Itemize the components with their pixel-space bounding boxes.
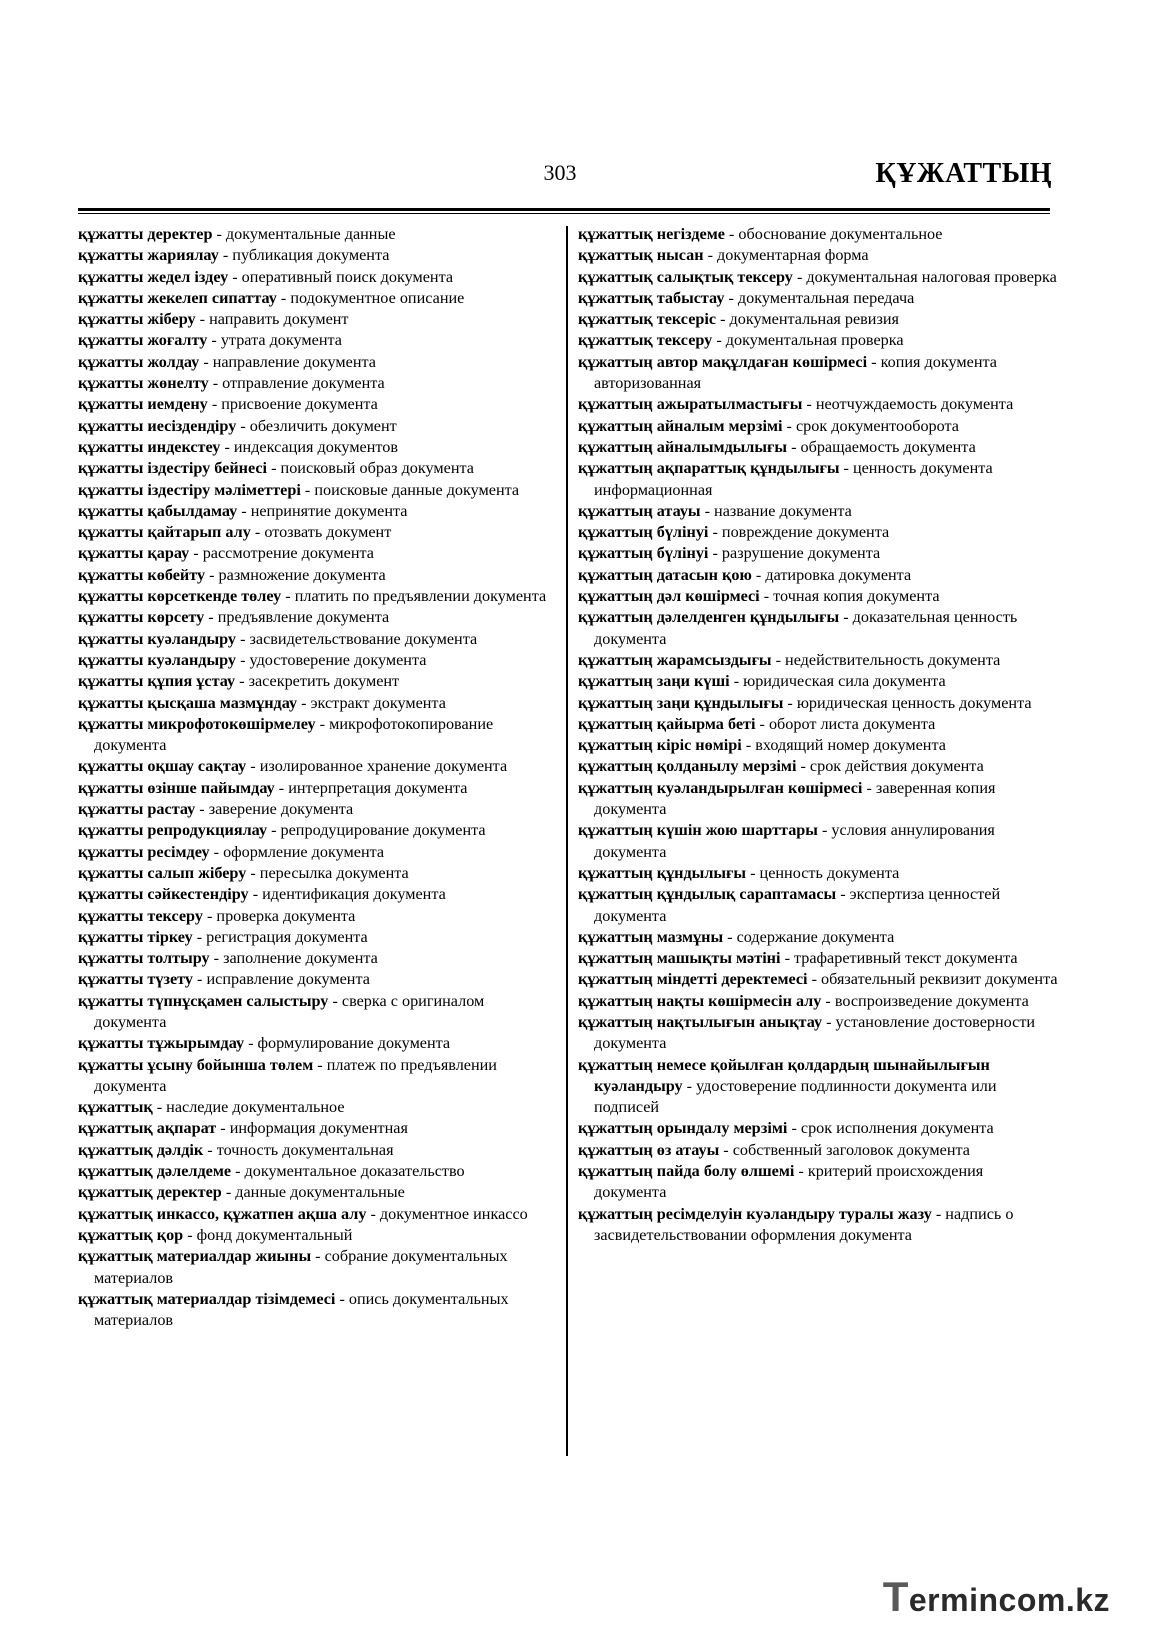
entry-definition: - опись документальных материалов <box>94 1289 509 1330</box>
dictionary-entry <box>578 991 1058 1012</box>
entry-term: құжаттың ақпараттық құндылығы <box>578 459 840 478</box>
dictionary-entry <box>78 565 548 586</box>
dictionary-entry <box>578 267 1058 288</box>
dictionary-entry <box>578 969 1058 990</box>
dictionary-entry <box>78 330 548 351</box>
entry-term: құжатты қарау <box>78 544 190 563</box>
dictionary-entry <box>578 245 1058 266</box>
entry-term: құжаттың бүлінуі <box>578 523 709 542</box>
dictionary-entry <box>578 884 1058 927</box>
dictionary-entry <box>78 394 548 415</box>
dictionary-entry <box>78 650 548 671</box>
entry-definition: - точная копия документа <box>759 587 940 606</box>
entry-term: құжаттық тексеру <box>578 331 713 350</box>
dictionary-entry <box>578 863 1058 884</box>
dictionary-entry <box>78 480 548 501</box>
entry-definition: - условия аннулирования документа <box>594 821 995 861</box>
dictionary-entry <box>578 586 1058 607</box>
dictionary-entry <box>578 714 1058 735</box>
right-column <box>578 224 1058 1246</box>
dictionary-entry <box>578 309 1058 330</box>
entry-definition: - документальная налоговая проверка <box>792 267 1057 286</box>
dictionary-entry <box>78 1161 548 1182</box>
dictionary-entry <box>78 543 548 564</box>
dictionary-entry <box>78 906 548 927</box>
entry-definition: - наследие документальное <box>152 1098 345 1117</box>
entry-term: құжатты жоғалту <box>78 331 208 350</box>
entry-definition: - подокументное описание <box>276 288 465 307</box>
entry-definition: - обезличить документ <box>236 416 397 435</box>
dictionary-entry <box>78 629 548 650</box>
dictionary-entry <box>78 224 548 245</box>
entry-definition: - экстракт документа <box>297 693 446 712</box>
entry-term: құжаттың жарамсыздығы <box>578 650 772 669</box>
dictionary-entry <box>78 352 548 373</box>
dictionary-entry <box>78 1225 548 1246</box>
dictionary-entry <box>578 543 1058 564</box>
entry-definition: - репродуцирование документа <box>267 821 486 840</box>
entry-definition: - поисковый образ документа <box>267 459 474 478</box>
entry-term: құжатты куәландыру <box>78 629 237 648</box>
entry-definition: - публикация документа <box>218 246 390 265</box>
dictionary-entry <box>78 373 548 394</box>
entry-definition: - оформление документа <box>209 842 385 861</box>
entry-definition: - изолированное хранение документа <box>246 757 508 776</box>
entry-term: құжатты жариялау <box>78 246 219 265</box>
entry-definition: - документное инкассо <box>366 1204 528 1223</box>
entry-term: құжаттық қор <box>78 1225 184 1244</box>
entry-term: құжатты өзінше пайымдау <box>78 778 275 797</box>
entry-term: құжаттың машықты мәтіні <box>578 949 781 968</box>
entry-term: құжатты сәйкестендіру <box>78 885 249 904</box>
dictionary-entry <box>78 309 548 330</box>
entry-term: құжаттық дәлелдеме <box>78 1162 232 1181</box>
entry-term: құжаттың куәландырылған көшірмесі <box>578 778 863 797</box>
entry-definition: - входящий номер документа <box>741 736 946 755</box>
entry-term: құжаттың мазмұны <box>578 927 724 946</box>
entry-term: құжаттық негіздеме <box>578 225 725 243</box>
entry-term: құжатты көрсеткенде төлеу <box>78 587 282 606</box>
entry-definition: - документарная форма <box>703 246 869 265</box>
entry-definition: - копия документа авторизованная <box>594 352 997 393</box>
header-rule-thin <box>78 213 1050 214</box>
entry-term: құжаттың құндылығы <box>578 863 747 882</box>
dictionary-entry <box>78 1140 548 1161</box>
entry-term: құжатты жедел іздеу <box>78 267 229 286</box>
entry-term: құжатты салып жіберу <box>78 863 247 882</box>
watermark-rest: ermincom.kz <box>908 1582 1110 1618</box>
dictionary-entry <box>78 671 548 692</box>
entry-term: құжаттық нысан <box>578 246 704 265</box>
entry-definition: - исправление документа <box>193 970 370 989</box>
entry-term: құжаттың қолданылу мерзімі <box>578 757 797 776</box>
dictionary-entry <box>78 693 548 714</box>
dictionary-entry <box>578 565 1058 586</box>
entry-term: құжаттың айналым мерзімі <box>578 416 783 435</box>
dictionary-entry <box>78 778 548 799</box>
dictionary-entry <box>78 991 548 1034</box>
entry-term: құжаттың құндылық сараптамасы <box>578 885 837 904</box>
entry-definition: - документальное доказательство <box>231 1162 465 1181</box>
dictionary-entry <box>578 607 1058 650</box>
entry-definition: - разрушение документа <box>708 544 881 563</box>
entry-definition: - ценность документа информационная <box>594 459 993 499</box>
entry-definition: - обоснование документальное <box>724 225 943 243</box>
entry-term: құжаттың датасын қою <box>578 565 752 584</box>
dictionary-entry <box>578 1204 1058 1247</box>
entry-definition: - сверка с оригиналом документа <box>94 991 485 1031</box>
dictionary-entry <box>578 1140 1058 1161</box>
entry-term: құжатты толтыру <box>78 949 210 968</box>
dictionary-entry <box>578 1012 1058 1055</box>
dictionary-entry <box>578 288 1058 309</box>
entry-definition: - собственный заголовок документа <box>719 1140 970 1159</box>
dictionary-entry <box>578 224 1058 245</box>
entry-definition: - оперативный поиск документа <box>228 267 454 286</box>
entry-definition: - трафаретивный текст документа <box>780 949 1018 968</box>
entry-term: құжатты қайтарып алу <box>78 523 251 542</box>
left-column <box>78 224 548 1331</box>
entry-term: құжаттың дәл көшірмесі <box>578 587 760 606</box>
entry-definition: - пересылка документа <box>246 863 409 882</box>
entry-definition: - датировка документа <box>751 565 912 584</box>
entry-term: құжатты индекстеу <box>78 437 221 456</box>
dictionary-entry <box>578 671 1058 692</box>
dictionary-entry <box>578 394 1058 415</box>
dictionary-entry <box>78 288 548 309</box>
entry-definition: - точность документальная <box>203 1140 394 1159</box>
entry-definition: - засвидетельствование документа <box>236 629 478 648</box>
entry-term: құжатты түпнұсқамен салыстыру <box>78 991 329 1010</box>
entry-term: құжаттың ресімделуін куәландыру туралы жазу <box>578 1204 932 1223</box>
entry-term: құжатты иемдену <box>78 395 208 414</box>
dictionary-entry <box>78 820 548 841</box>
entry-definition: - неотчуждаемость документа <box>802 395 1014 414</box>
dictionary-entry <box>578 416 1058 437</box>
dictionary-entry <box>578 1055 1058 1119</box>
dictionary-entry <box>78 863 548 884</box>
entry-definition: - критерий происхождения документа <box>594 1162 984 1202</box>
entry-term: құжаттың орындалу мерзімі <box>578 1119 788 1138</box>
entry-term: құжаттық материалдар тізімдемесі <box>78 1289 336 1308</box>
dictionary-entry <box>78 522 548 543</box>
entry-term: құжатты деректер <box>78 225 213 243</box>
entry-definition: - ценность документа <box>746 863 900 882</box>
dictionary-entry <box>578 352 1058 395</box>
entry-term: құжаттың заңи күші <box>578 672 730 691</box>
entry-term: құжаттық табыстау <box>578 288 725 307</box>
dictionary-entry <box>78 1055 548 1098</box>
dictionary-entry <box>578 1161 1058 1204</box>
entry-definition: - идентификация документа <box>248 885 446 904</box>
dictionary-entry <box>578 330 1058 351</box>
entry-term: құжатты тексеру <box>78 906 203 925</box>
entry-definition: - оборот листа документа <box>755 714 936 733</box>
entry-definition: - микрофотокопирование документа <box>94 714 494 755</box>
entry-term: құжатты жолдау <box>78 352 200 371</box>
entry-term: құжаттың нақты көшірмесін алу <box>578 991 822 1010</box>
entry-term: құжаттың нақтылығын анықтау <box>578 1012 823 1031</box>
entry-definition: - отозвать документ <box>250 523 392 542</box>
dictionary-entry <box>578 1118 1058 1139</box>
entry-definition: - фонд документальный <box>183 1225 353 1244</box>
dictionary-entry <box>578 458 1058 501</box>
entry-term: құжаттың міндетті деректемесі <box>578 970 808 989</box>
entry-term: құжаттық деректер <box>78 1183 222 1202</box>
entry-definition: - размножение документа <box>205 565 386 584</box>
dictionary-entry <box>78 927 548 948</box>
entry-definition: - юридическая сила документа <box>729 672 946 691</box>
entry-definition: - воспроизведение документа <box>821 991 1029 1010</box>
entry-definition: - название документа <box>700 501 852 520</box>
entry-definition: - юридическая ценность документа <box>783 693 1032 712</box>
entry-definition: - засекретить документ <box>235 672 400 691</box>
dictionary-entry <box>78 969 548 990</box>
entry-definition: - удостоверение подлинности документа или подписей <box>594 1076 997 1117</box>
entry-definition: - заверение документа <box>195 800 354 819</box>
entry-definition: - данные документальные <box>221 1183 405 1202</box>
entry-term: құжаттық материалдар жиыны <box>78 1247 312 1266</box>
entry-term: құжаттық салықтық тексеру <box>578 267 793 286</box>
dictionary-entry <box>578 650 1058 671</box>
dictionary-entry <box>78 948 548 969</box>
entry-definition: - поисковые данные документа <box>300 480 520 499</box>
dictionary-entry <box>78 267 548 288</box>
entry-definition: - регистрация документа <box>192 927 368 946</box>
column-divider <box>566 226 568 1456</box>
entry-term: құжаттық <box>78 1098 153 1117</box>
dictionary-entry <box>578 437 1058 458</box>
dictionary-entry <box>78 501 548 522</box>
entry-definition: - обращаемость документа <box>787 437 976 456</box>
entry-term: құжаттың атауы <box>578 501 701 520</box>
entry-term: құжатты иесіздендіру <box>78 416 237 435</box>
entry-definition: - платеж по предъявлении документа <box>94 1055 497 1095</box>
entry-term: құжатты репродукциялау <box>78 821 268 840</box>
entry-term: құжатты оқшау сақтау <box>78 757 247 776</box>
entry-term: құжатты жіберу <box>78 310 196 329</box>
entry-term: құжатты ұсыну бойынша төлем <box>78 1055 314 1074</box>
dictionary-entry <box>78 1033 548 1054</box>
entry-term: құжатты құпия ұстау <box>78 672 236 691</box>
header-rule-thick <box>78 208 1050 211</box>
dictionary-entry <box>78 1204 548 1225</box>
entry-term: құжаттың немесе қойылған қолдардың шынайылығын куәландыру <box>578 1055 990 1095</box>
entry-definition: - предъявление документа <box>204 608 390 627</box>
entry-term: құжаттың кіріс нөмірі <box>578 736 742 755</box>
entry-term: құжатты қысқаша мазмұндау <box>78 693 298 712</box>
entry-definition: - срок действия документа <box>796 757 984 776</box>
dictionary-entry <box>78 586 548 607</box>
entry-definition: - документальная передача <box>724 288 915 307</box>
watermark-logo <box>883 1573 1110 1621</box>
entry-term: құжаттың заңи құндылығы <box>578 693 784 712</box>
entry-definition: - заполнение документа <box>209 949 378 968</box>
entry-definition: - повреждение документа <box>708 523 890 542</box>
entry-definition: - направление документа <box>199 352 376 371</box>
page-number: 303 <box>543 160 577 185</box>
entry-definition: - документальные данные <box>212 225 396 243</box>
entry-term: құжатты куәландыру <box>78 650 237 669</box>
entry-term: құжатты микрофотокөшірмелеу <box>78 714 316 733</box>
entry-term: құжатты көбейту <box>78 565 206 584</box>
dictionary-entry <box>578 948 1058 969</box>
entry-definition: - установление достоверности документа <box>594 1012 1036 1053</box>
entry-definition: - информация документная <box>216 1119 408 1138</box>
entry-definition: - непринятие документа <box>237 501 408 520</box>
dictionary-entry <box>578 756 1058 777</box>
entry-term: құжаттың ажыратылмастығы <box>578 395 803 414</box>
entry-definition: - интерпретация документа <box>274 778 468 797</box>
entry-term: құжаттық дәлдік <box>78 1140 204 1159</box>
entry-definition: - платить по предъявлении документа <box>281 587 547 606</box>
dictionary-entry <box>578 501 1058 522</box>
entry-definition: - рассмотрение документа <box>189 544 374 563</box>
dictionary-entry <box>578 778 1058 821</box>
entry-term: құжаттың өз атауы <box>578 1140 720 1159</box>
entry-definition: - недействительность документа <box>771 650 1001 669</box>
entry-term: құжаттың күшін жою шарттары <box>578 821 818 840</box>
watermark-lead: T <box>882 1573 909 1620</box>
dictionary-entry <box>78 245 548 266</box>
entry-term: құжаттың айналымдылығы <box>578 437 788 456</box>
dictionary-entry <box>578 522 1058 543</box>
entry-term: құжатты жекелеп сипаттау <box>78 288 277 307</box>
dictionary-entry <box>78 1118 548 1139</box>
entry-term: құжатты тұжырымдау <box>78 1034 245 1053</box>
entry-definition: - документальная проверка <box>712 331 904 350</box>
entry-definition: - надпись о засвидетельствовании оформления документа <box>594 1204 1014 1244</box>
dictionary-entry <box>78 842 548 863</box>
entry-definition: - направить документ <box>195 310 349 329</box>
entry-term: құжатты түзету <box>78 970 193 989</box>
entry-definition: - утрата документа <box>207 331 342 350</box>
entry-term: құжатты тіркеу <box>78 927 193 946</box>
dictionary-entry <box>578 735 1058 756</box>
entry-term: құжаттың қайырма беті <box>578 714 756 733</box>
entry-term: құжаттың дәлелденген құндылығы <box>578 608 840 627</box>
entry-definition: - срок документооборота <box>782 416 959 435</box>
entry-definition: - документальная ревизия <box>716 310 899 329</box>
dictionary-entry <box>578 820 1058 863</box>
entry-definition: - срок исполнения документа <box>787 1119 994 1138</box>
entry-term: құжаттың бүлінуі <box>578 544 709 563</box>
entry-definition: - заверенная копия документа <box>594 778 996 819</box>
entry-definition: - формулирование документа <box>244 1034 451 1053</box>
dictionary-entry <box>78 799 548 820</box>
entry-term: құжатты жөнелту <box>78 374 209 393</box>
dictionary-entry <box>78 437 548 458</box>
entry-term: құжатты іздестіру мәліметтері <box>78 480 301 499</box>
dictionary-entry <box>78 1097 548 1118</box>
dictionary-entry <box>78 416 548 437</box>
dictionary-entry <box>578 927 1058 948</box>
entry-definition: - содержание документа <box>723 927 895 946</box>
entry-definition: - собрание документальных материалов <box>94 1247 508 1287</box>
entry-definition: - доказательная ценность документа <box>594 608 1018 648</box>
running-head: ҚҰЖАТТЫҢ <box>875 158 1052 189</box>
entry-definition: - проверка документа <box>202 906 356 925</box>
dictionary-entry <box>78 1289 548 1332</box>
entry-term: құжаттық инкассо, құжатпен ақша алу <box>78 1204 367 1223</box>
dictionary-entry <box>78 607 548 628</box>
dictionary-entry <box>78 714 548 757</box>
entry-definition: - обязательный реквизит документа <box>807 970 1058 989</box>
entry-definition: - индексация документов <box>220 437 399 456</box>
entry-term: құжаттың автор мақұлдаған көшірмесі <box>578 352 868 371</box>
entry-term: құжаттың пайда болу өлшемі <box>578 1162 795 1181</box>
entry-definition: - экспертиза ценностей документа <box>594 885 1001 925</box>
entry-definition: - удостоверение документа <box>236 650 427 669</box>
dictionary-entry <box>78 1182 548 1203</box>
entry-term: құжаттық тексеріс <box>578 310 717 329</box>
entry-term: құжатты көрсету <box>78 608 205 627</box>
dictionary-entry <box>78 1246 548 1289</box>
entry-definition: - присвоение документа <box>207 395 378 414</box>
entry-term: құжатты іздестіру бейнесі <box>78 459 268 478</box>
dictionary-entry <box>578 693 1058 714</box>
dictionary-entry <box>78 884 548 905</box>
entry-term: құжатты ресімдеу <box>78 842 210 861</box>
dictionary-entry <box>78 756 548 777</box>
entry-term: құжаттық ақпарат <box>78 1119 217 1138</box>
entry-definition: - отправление документа <box>208 374 385 393</box>
dictionary-entry <box>78 458 548 479</box>
entry-term: құжатты растау <box>78 800 196 819</box>
entry-term: құжатты қабылдамау <box>78 501 238 520</box>
